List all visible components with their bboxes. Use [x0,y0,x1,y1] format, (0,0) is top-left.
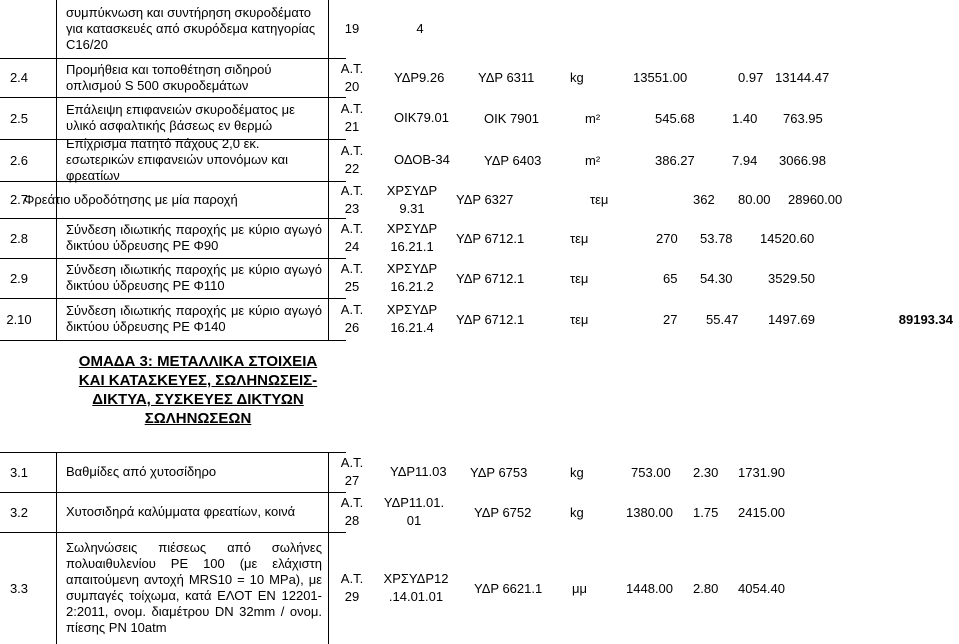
article-code: ΟΙΚ79.01 [394,110,449,125]
revision-code: ΥΔΡ 6403 [484,152,542,168]
item-number [0,2,38,56]
revision-code: ΥΔΡ 6753 [470,464,528,480]
quantity: 13551.00 [633,70,688,85]
table-row [0,218,959,258]
article-code: ΧΡΣΥΔΡ 16.21.2 [386,261,438,294]
price-ref: Α.Τ. 23 [340,182,364,216]
table-row [0,532,959,644]
unit-price: 54.30 [700,270,733,286]
item-description: Σύνδεση ιδιωτικής παροχής με κύριο αγωγό δικτύου ύδρευσης PE Φ140 [66,303,322,334]
price-ref: 19 [344,21,360,36]
unit: kg [570,464,584,480]
unit-price: 2.80 [693,580,719,596]
unit-price: 1.75 [693,504,719,520]
row-divider [0,340,346,341]
unit-price: 7.94 [732,152,758,168]
quantity: 386.27 [655,152,695,168]
quantity: 1380.00 [626,504,673,520]
unit-price: 53.78 [700,230,733,246]
line-total: 14520.60 [760,230,815,246]
unit: m² [585,152,601,168]
unit: m² [585,110,601,126]
item-number: 2.10 [6,311,32,327]
quantity: 545.68 [655,110,695,126]
line-total: 1731.90 [738,464,785,480]
quantity: 362 [693,192,715,207]
line-total: 2415.00 [738,504,785,520]
article-code: ΟΔΟΒ-34 [394,152,450,167]
table-row [0,452,959,492]
item-number: 3.2 [9,504,29,520]
table-row [0,97,959,139]
item-description: Βαθμίδες από χυτοσίδηρο [66,464,217,479]
line-total: 4054.40 [738,580,785,596]
revision-code: ΥΔΡ 6712.1 [456,270,525,286]
group-total: 89193.34 [898,311,953,327]
line-total: 3066.98 [779,152,826,168]
article-code: ΧΡΣΥΔΡ 16.21.4 [386,302,438,335]
table-row [0,298,959,340]
quantity: 27 [663,311,678,327]
unit: kg [570,70,584,85]
table-row [0,2,959,56]
quantity: 753.00 [631,464,671,480]
unit-price: 80.00 [738,192,771,207]
revision-code: ΥΔΡ 6712.1 [456,230,525,246]
revision-code: ΥΔΡ 6311 [478,70,535,85]
article-code: ΧΡΣΥΔΡ 9.31 [386,182,438,216]
item-description: Σύνδεση ιδιωτικής παροχής με κύριο αγωγό δικτύου ύδρευσης PE Φ90 [66,222,322,253]
line-total: 28960.00 [788,192,843,207]
unit: τεμ [570,230,589,246]
price-ref: Α.Τ. 29 [340,571,364,604]
item-number: 2.7 [9,192,29,207]
item-number: 2.9 [9,270,29,286]
item-description: Επίχρισμα πατητό πάχους 2,0 εκ. εσωτερικών επιφανειών υπονόμων και φρεατίων [66,136,288,183]
item-description: Σωληνώσεις πιέσεως από σωλήνες πολυαιθυλενίου PE 100 (με ελάχιστη απαιτούμενη αντοχή MRS10 = 10 MPa), με συμπαγές τοίχωμα, κατά ΕΛΟΤ ΕΝ 12201-2:2011, ονομ. διαμέτρου DN 32mm / ονομ. πίεσης PN 10atm [66,540,322,635]
quantity: 65 [663,270,678,286]
unit-price: 0.97 [738,70,764,85]
group-3-title: ΟΜΑΔΑ 3: ΜΕΤΑΛΛΙΚΑ ΣΤΟΙΧΕΙΑ ΚΑΙ ΚΑΤΑΣΚΕΥΕΣ, ΣΩΛΗΝΩΣΕΙΣ-ΔΙΚΤΥΑ, ΣΥΣΚΕΥΕΣ ΔΙΚΤΥΩΝ ΣΩΛΗΝΩΣΕΩΝ [78,353,318,427]
unit-price: 55.47 [706,311,739,327]
revision-code: ΥΔΡ 6712.1 [456,311,525,327]
unit: kg [570,504,584,520]
price-ref: Α.Τ. 27 [340,455,364,488]
item-number: 2.6 [9,152,29,168]
item-description: Χυτοσιδηρά καλύμματα φρεατίων, κοινά [66,504,296,519]
article-code: ΧΡΣΥΔΡ12 .14.01.01 [383,571,449,604]
table-row [0,136,959,183]
price-ref: Α.Τ. 26 [340,302,364,335]
line-total: 763.95 [783,110,823,126]
item-description: Φρεάτιο υδροδότησης με μία παροχή [24,191,238,207]
unit: τεμ [570,311,589,327]
unit-price: 1.40 [732,110,758,126]
price-ref: Α.Τ. 28 [340,495,364,528]
item-number: 2.4 [9,70,29,85]
revision-code: ΟΙΚ 7901 [484,110,539,126]
article-code: ΥΔΡ9.26 [394,69,445,85]
revision-code: ΥΔΡ 6621.1 [474,580,543,596]
unit: τεμ [570,270,589,286]
article-code: ΥΔΡ11.03 [390,464,447,479]
unit: μμ [572,580,587,596]
item-number: 3.3 [9,580,29,596]
article-code: ΥΔΡ11.01. 01 [383,495,445,528]
price-ref: Α.Τ. 21 [340,101,364,134]
item-description: Επάλειψη επιφανειών σκυροδέματος με υλικό ασφαλτικής βάσεως εν θερμώ [66,102,295,133]
price-ref: Α.Τ. 20 [340,60,364,94]
unit: τεμ [590,192,609,207]
item-description: Προμήθεια και τοποθέτηση σιδηρού οπλισμού S 500 σκυροδεμάτων [66,61,272,93]
article-code: ΧΡΣΥΔΡ 16.21.1 [386,221,438,254]
item-description: Σύνδεση ιδιωτικής παροχής με κύριο αγωγό δικτύου ύδρευσης PE Φ110 [66,262,322,293]
quantity: 1448.00 [626,580,673,596]
table-row [0,58,959,97]
unit-price: 2.30 [693,464,719,480]
revision-code: ΥΔΡ 6327 [456,192,514,207]
item-number: 3.1 [9,464,29,480]
price-ref: Α.Τ. 22 [340,143,364,176]
line-total: 1497.69 [768,311,815,327]
line-total: 13144.47 [775,70,830,85]
item-number: 2.8 [9,230,29,246]
revision-code: ΥΔΡ 6752 [474,504,532,520]
line-total: 3529.50 [768,270,815,286]
item-description: συμπύκνωση και συντήρηση σκυροδέματο για κατασκευές από σκυρόδεμα κατηγορίας C16/20 [66,5,316,52]
table-row [0,181,959,218]
table-row [0,258,959,298]
item-number: 2.5 [9,110,29,126]
price-ref: Α.Τ. 25 [340,261,364,294]
quantity: 270 [656,230,678,246]
price-ref: Α.Τ. 24 [340,221,364,254]
article-code: 4 [416,21,424,36]
table-row [0,492,959,532]
